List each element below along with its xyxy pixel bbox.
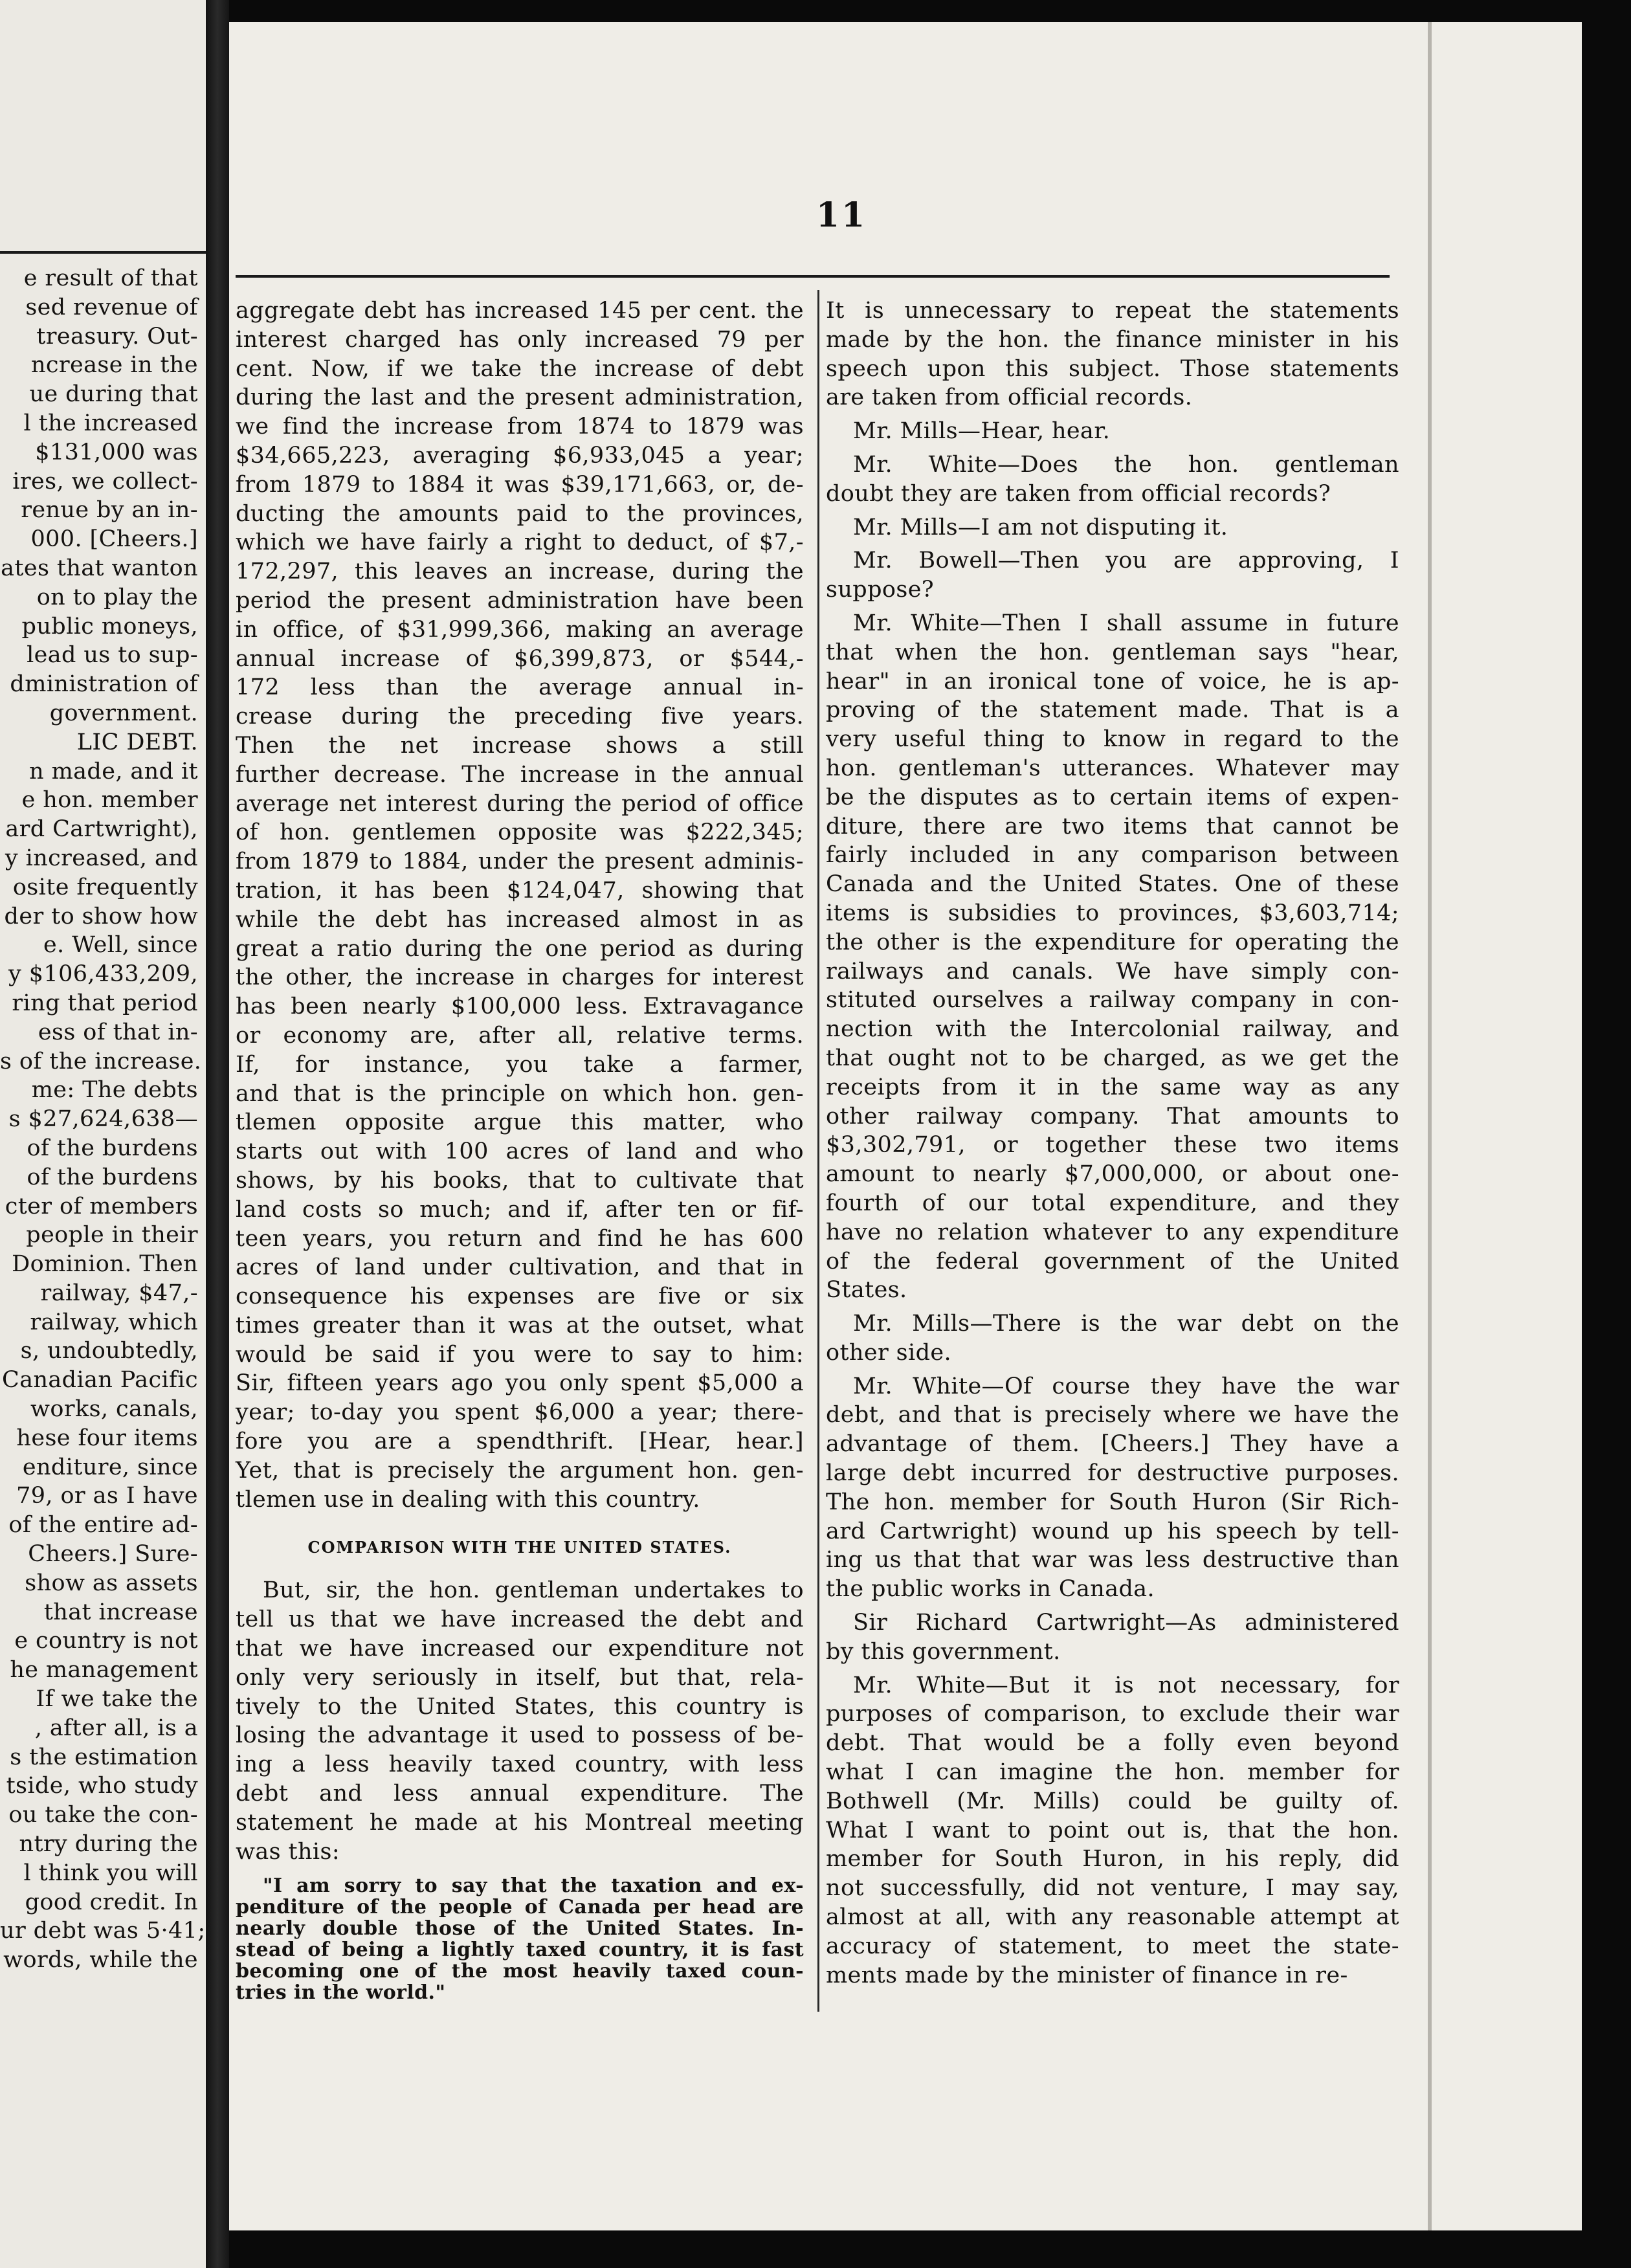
body-line: starts out with 100 acres of land and who: [236, 1139, 804, 1165]
body-line: hear" in an ironical tone of voice, he is ap-: [826, 668, 1399, 695]
previous-page-line: If we take the: [36, 1686, 198, 1713]
body-line: Mr. White—Then I shall assume in future: [853, 610, 1399, 636]
body-line: member for South Huron, in his reply, did: [826, 1846, 1399, 1873]
body-line: great a ratio during the one period as during: [236, 935, 804, 962]
page-fold-line: [1428, 22, 1432, 2230]
body-line: that ought not to be charged, as we get the: [826, 1045, 1399, 1071]
previous-page-line: LIC DEBT.: [76, 729, 198, 755]
body-line: tlemen use in dealing with this country.: [236, 1486, 700, 1513]
body-line: Then the net increase shows a still: [236, 732, 804, 759]
body-line: advantage of them. [Cheers.] They have a: [826, 1431, 1399, 1458]
right-paragraph: [826, 546, 1399, 605]
body-line: $3,302,791, or together these two items: [826, 1132, 1399, 1159]
quote-line: becoming one of the most heavily taxed coun-: [236, 1960, 804, 1983]
previous-page-line: s, undoubtedly,: [20, 1338, 198, 1364]
previous-page-line: ou take the con-: [8, 1802, 198, 1829]
body-line: nection with the Intercolonial railway, and: [826, 1016, 1399, 1043]
body-line: aggregate debt has increased 145 per cent. the: [236, 298, 804, 324]
quote-line: "I am sorry to say that the taxation and ex-: [263, 1874, 804, 1898]
body-line: fore you are a spendthrift. [Hear, hear.]: [236, 1429, 804, 1455]
previous-page-line: e country is not: [14, 1628, 198, 1654]
body-line: the other is the expenditure for operating the: [826, 929, 1399, 955]
previous-page-line: people in their: [26, 1222, 198, 1249]
left-paragraph-comparison: [236, 1576, 804, 1866]
previous-page-line: , after all, is a: [34, 1715, 198, 1741]
body-line: statement he made at his Montreal meeting: [236, 1809, 804, 1836]
body-line: which we have fairly a right to deduct, of $7,-: [236, 529, 804, 556]
right-paragraph: [826, 513, 1399, 542]
body-line: annual increase of $6,399,873, or $544,-: [236, 645, 804, 672]
right-paragraph: [826, 1309, 1399, 1368]
body-line: ard Cartwright) wound up his speech by tell-: [826, 1518, 1399, 1544]
body-line: has been nearly $100,000 less. Extravagance: [236, 994, 804, 1020]
previous-page-line: government.: [49, 700, 198, 726]
body-line: amount to nearly $7,000,000, or about one-: [826, 1161, 1399, 1188]
spacer: [236, 1866, 804, 1875]
body-line: only very seriously in itself, but that, rela-: [236, 1664, 804, 1691]
body-line: other railway company. That amounts to: [826, 1103, 1399, 1129]
body-line: The hon. member for South Huron (Sir Rich-: [826, 1489, 1399, 1515]
body-line: while the debt has increased almost in as: [236, 906, 804, 933]
previous-page-line: e result of that: [23, 265, 198, 291]
previous-page-line: treasury. Out-: [36, 323, 198, 350]
body-line: teen years, you return and find he has 600: [236, 1225, 804, 1252]
quote-line: penditure of the people of Canada per head are: [236, 1896, 804, 1919]
previous-page-line: 000. [Cheers.]: [30, 526, 198, 553]
previous-page-line: lead us to sup-: [27, 642, 198, 669]
body-line: by this government.: [826, 1638, 1061, 1665]
body-line: consequence his expenses are five or six: [236, 1284, 804, 1310]
previous-page-line: ue during that: [29, 381, 198, 408]
previous-page-line: n made, and it: [29, 758, 198, 784]
body-line: that we have increased our expenditure not: [236, 1636, 804, 1662]
right-paragraph: [826, 1671, 1399, 1990]
body-line: or economy are, after all, relative terms.: [236, 1022, 804, 1049]
body-line: from 1879 to 1884, under the present adminis-: [236, 849, 804, 875]
right-paragraph: [826, 417, 1399, 446]
previous-page-line: s the estimation: [10, 1744, 198, 1770]
body-line: be the disputes as to certain items of expen-: [826, 784, 1399, 810]
body-line: are taken from official records.: [826, 384, 1193, 411]
right-column: [826, 296, 1399, 1990]
body-line: during the last and the present administration,: [236, 384, 804, 411]
previous-page-line: words, while the: [3, 1947, 198, 1973]
previous-page-line: s of the increase.: [0, 1048, 202, 1074]
body-line: States.: [826, 1277, 907, 1304]
previous-page-line: l the increased: [23, 410, 198, 436]
previous-page-line: he management: [10, 1657, 198, 1684]
right-paragraph: [826, 1372, 1399, 1604]
body-line: speech upon this subject. Those statements: [826, 355, 1399, 382]
body-line: other side.: [826, 1339, 952, 1366]
body-line: $34,665,223, averaging $6,933,045 a year;: [236, 442, 804, 469]
previous-page-line: 79, or as I have: [16, 1483, 198, 1509]
body-line: accuracy of statement, to meet the state-: [826, 1933, 1399, 1959]
body-line: diture, there are two items that cannot be: [826, 813, 1399, 839]
quote-line: nearly double those of the United States. In-: [236, 1917, 804, 1940]
book-gutter: [206, 0, 229, 2268]
previous-page-line: ess of that in-: [38, 1019, 198, 1045]
body-line: acres of land under cultivation, and that in: [236, 1254, 804, 1281]
right-paragraph: [826, 1608, 1399, 1667]
body-line: ments made by the minister of finance in re-: [826, 1962, 1348, 1988]
previous-page-line: ring that period: [12, 990, 198, 1016]
body-line: stituted ourselves a railway company in con-: [826, 987, 1399, 1014]
body-line: Bothwell (Mr. Mills) could be guilty of.: [826, 1788, 1399, 1814]
body-line: If, for instance, you take a farmer,: [236, 1051, 804, 1078]
body-line: the other, the increase in charges for interest: [236, 964, 804, 991]
body-line: almost at all, with any reasonable attempt at: [826, 1904, 1399, 1931]
body-line: Mr. White—But it is not necessary, for: [853, 1672, 1399, 1698]
scan-right-edge: [1582, 22, 1631, 2230]
previous-page-line: public moneys,: [21, 613, 198, 639]
body-line: times greater than it was at the outset, what: [236, 1312, 804, 1339]
body-line: would be said if you were to say to him:: [236, 1341, 804, 1368]
body-line: proving of the statement made. That is a: [826, 697, 1399, 724]
previous-page-line: l think you will: [23, 1860, 198, 1886]
previous-page-line: osite frequently: [12, 874, 198, 900]
previous-page-line: works, canals,: [30, 1396, 198, 1423]
body-line: further decrease. The increase in the annual: [236, 761, 804, 788]
body-line: cent. Now, if we take the increase of debt: [236, 355, 804, 382]
body-line: Mr. White—Of course they have the war: [853, 1373, 1399, 1399]
body-line: ing us that that war was less destructive than: [826, 1547, 1399, 1573]
body-line: shows, by his books, that to cultivate that: [236, 1167, 804, 1194]
body-line: debt, and that is precisely where we have the: [826, 1402, 1399, 1429]
previous-page-line: Canadian Pacific: [2, 1367, 198, 1394]
body-line: Canada and the United States. One of these: [826, 871, 1399, 898]
previous-page-line: ur debt was 5·41;: [0, 1918, 206, 1944]
body-line: losing the advantage it used to possess of be-: [236, 1722, 804, 1749]
body-line: large debt incurred for destructive purposes.: [826, 1460, 1399, 1487]
previous-page-line: of the burdens: [27, 1164, 198, 1190]
previous-page-line: cter of members: [5, 1193, 198, 1219]
previous-page-line: ncrease in the: [30, 352, 198, 379]
body-line: what I can imagine the hon. member for: [826, 1759, 1399, 1786]
quote-line: stead of being a lightly taxed country, it is fast: [236, 1939, 804, 1962]
previous-page-line: show as assets: [25, 1570, 198, 1596]
previous-page-line: e. Well, since: [43, 932, 198, 959]
previous-page-line: s $27,624,638—: [8, 1106, 198, 1133]
body-line: debt. That would be a folly even beyond: [826, 1730, 1399, 1757]
previous-page-line: y increased, and: [5, 845, 198, 871]
body-line: fairly included in any comparison between: [826, 842, 1399, 869]
body-line: 172,297, this leaves an increase, during the: [236, 559, 804, 585]
body-line: crease during the preceding five years.: [236, 704, 804, 730]
previous-page-line: enditure, since: [22, 1454, 198, 1480]
body-line: have no relation whatever to any expenditure: [826, 1219, 1399, 1245]
body-line: Sir Richard Cartwright—As administered: [853, 1610, 1399, 1636]
body-line: hon. gentleman's utterances. Whatever may: [826, 755, 1399, 781]
quote-line: tries in the world.": [236, 1981, 446, 2005]
right-paragraph: [826, 296, 1399, 412]
previous-page-line: that increase: [43, 1599, 198, 1625]
body-line: But, sir, the hon. gentleman undertakes to: [263, 1577, 804, 1604]
body-line: tration, it has been $124,047, showing that: [236, 877, 804, 904]
body-line: we find the increase from 1874 to 1879 was: [236, 414, 804, 440]
body-line: Mr. Mills—I am not disputing it.: [853, 514, 1228, 540]
previous-page-column: [0, 264, 206, 1975]
previous-page-line: Dominion. Then: [12, 1251, 198, 1278]
body-line: from 1879 to 1884 it was $39,171,663, or, de-: [236, 471, 804, 498]
previous-page-line: ires, we collect-: [12, 468, 198, 495]
body-line: Yet, that is precisely the argument hon. gen-: [236, 1457, 804, 1484]
body-line: the public works in Canada.: [826, 1576, 1155, 1603]
previous-page-line: e hon. member: [21, 787, 198, 814]
body-line: Mr. White—Does the hon. gentleman: [853, 451, 1399, 478]
body-line: Mr. Bowell—Then you are approving, I: [853, 548, 1399, 574]
body-line: items is subsidies to provinces, $3,603,714;: [826, 900, 1399, 926]
body-line: It is unnecessary to repeat the statements: [826, 298, 1399, 324]
previous-page-line: tside, who study: [6, 1773, 198, 1799]
previous-page-line: ntry during the: [19, 1831, 198, 1858]
body-line: Sir, fifteen years ago you only spent $5,000 a: [236, 1370, 804, 1397]
left-paragraph-debt: [236, 296, 804, 1514]
body-line: doubt they are taken from official records?: [826, 480, 1331, 507]
body-line: 172 less than the average annual in-: [236, 674, 804, 701]
section-heading: COMPARISON WITH THE UNITED STATES.: [307, 1538, 732, 1557]
previous-page-line: hese four items: [16, 1425, 198, 1451]
body-line: that when the hon. gentleman says "hear,: [826, 639, 1399, 665]
body-line: of the federal government of the United: [826, 1248, 1399, 1274]
body-line: ducting the amounts paid to the provinces,: [236, 500, 804, 527]
body-line: tively to the United States, this country is: [236, 1693, 804, 1720]
previous-page-line: renue by an in-: [21, 497, 198, 524]
previous-page-line: sed revenue of: [25, 294, 198, 320]
body-line: made by the hon. the finance minister in his: [826, 326, 1399, 353]
body-line: What I want to point out is, that the hon.: [826, 1817, 1399, 1843]
body-line: not successfully, did not venture, I may say,: [826, 1875, 1399, 1902]
previous-page-line: on to play the: [36, 584, 198, 610]
previous-page-line: dministration of: [10, 671, 198, 698]
body-line: was this:: [236, 1838, 340, 1865]
page-number: 11: [816, 195, 867, 235]
body-line: average net interest during the period of office: [236, 790, 804, 817]
column-divider: [817, 290, 819, 2012]
body-line: land costs so much; and if, after ten or fif-: [236, 1196, 804, 1223]
body-line: and that is the principle on which hon. gen-: [236, 1080, 804, 1107]
right-paragraph: [826, 450, 1399, 509]
montreal-quote: [236, 1875, 804, 2003]
previous-page-line: me: The debts: [31, 1077, 198, 1104]
body-line: of hon. gentlemen opposite was $222,345;: [236, 819, 804, 846]
right-paragraph: [826, 609, 1399, 1305]
header-rule: [236, 275, 1390, 278]
previous-page-rule: [0, 251, 206, 254]
body-line: Mr. Mills—There is the war debt on the: [853, 1311, 1399, 1337]
body-line: receipts from it in the same way as any: [826, 1074, 1399, 1100]
body-line: railways and canals. We have simply con-: [826, 958, 1399, 984]
body-line: purposes of comparison, to exclude their war: [826, 1701, 1399, 1728]
previous-page-line: y $106,433,209,: [8, 961, 198, 988]
body-line: ing a less heavily taxed country, with less: [236, 1751, 804, 1778]
body-line: suppose?: [826, 577, 935, 603]
previous-page-line: of the burdens: [27, 1135, 198, 1161]
body-line: tell us that we have increased the debt and: [236, 1606, 804, 1633]
previous-page-line: ard Cartwright),: [5, 816, 198, 843]
body-line: tlemen opposite argue this matter, who: [236, 1109, 804, 1136]
previous-page-line: $131,000 was: [35, 439, 198, 465]
previous-page-line: of the entire ad-: [8, 1512, 198, 1539]
body-line: very useful thing to know in regard to the: [826, 726, 1399, 753]
body-line: period the present administration have been: [236, 587, 804, 614]
previous-page-line: Cheers.] Sure-: [28, 1541, 198, 1568]
body-line: interest charged has only increased 79 per: [236, 326, 804, 353]
body-line: fourth of our total expenditure, and they: [826, 1190, 1399, 1216]
previous-page-line: ates that wanton: [1, 555, 198, 581]
previous-page-line: good credit. In: [25, 1889, 198, 1915]
body-line: year; to-day you spent $6,000 a year; there-: [236, 1399, 804, 1426]
previous-page-line: railway, $47,-: [40, 1280, 198, 1306]
body-line: Mr. Mills—Hear, hear.: [853, 418, 1111, 445]
body-line: debt and less annual expenditure. The: [236, 1781, 804, 1807]
previous-page-line: railway, which: [30, 1309, 198, 1335]
left-column: [236, 296, 804, 2003]
body-line: in office, of $31,999,366, making an average: [236, 616, 804, 643]
previous-page-line: der to show how: [4, 903, 198, 929]
